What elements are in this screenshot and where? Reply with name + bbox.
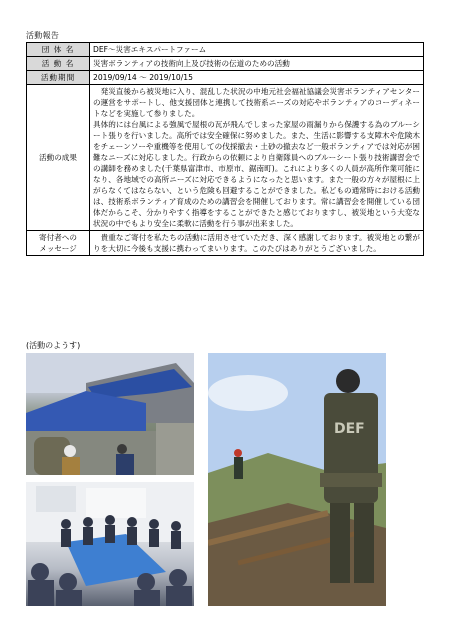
label-message — [27, 231, 90, 256]
photo-training-illustration — [26, 482, 194, 606]
photo-debris-illustration — [208, 353, 386, 606]
label-message-line2: メッセージ — [39, 244, 77, 253]
label-activity-name: 活 動 名 — [27, 57, 90, 71]
value-message: 貴重なご寄付を私たちの活動に活用させていただき、深く感謝しております。被災地との繋がりを大切に今後も支援に携わってまいります。このたびはありがとうございました。 — [90, 231, 424, 256]
label-message-line1: 寄付者への — [39, 233, 77, 242]
report-table — [26, 42, 424, 256]
label-period: 活動期間 — [27, 71, 90, 85]
vest-print: DEF — [334, 421, 365, 437]
scene-label: (活動のようす) — [26, 341, 81, 350]
report-heading: 活動報告 — [26, 31, 60, 40]
row-message — [27, 231, 424, 256]
photo-training-session — [26, 482, 194, 606]
photo-rooftop-illustration — [26, 353, 194, 475]
label-results: 活動の成果 — [27, 85, 90, 231]
row-activity-name — [27, 57, 424, 71]
value-results — [90, 85, 424, 231]
value-organization: DEF～災害エキスパートファーム — [90, 43, 424, 57]
row-organization — [27, 43, 424, 57]
photo-debris-removal — [208, 353, 386, 606]
results-paragraph: 発災直後から被災地に入り、混乱した状況の中地元社会福祉協議会災害ボランティアセンターの運営をサポートし、他支援団体と連携して技術系ニーズの対応やボランティアのコーディネートなどを実施して参りました。 — [93, 87, 420, 118]
value-period: 2019/09/14 ～ 2019/10/15 — [90, 71, 424, 85]
label-organization: 団 体 名 — [27, 43, 90, 57]
photo-rooftop-work — [26, 353, 194, 475]
results-paragraph: 具体的には台風による強風で屋根の瓦が飛んでしまった家屋の雨漏りから保護する為のブルーシート張りを行いました。高所では安全確保に努めました。また、生活に影響する支障木や危険木をチェーンソーや重機等を使用しての伐採撤去・土砂の撤去など一般ボランティアでは対応が困難なニーズに対応しました。行政からの依頼により自衛隊員へのブルーシート張り技術講習会での講師を務めました(千葉県富津市、市原市、鋸南町)。これにより多くの人員が高所作業可能になり、各地域での高所ニーズに対応できるようになったと思います。また一般の方々が屋根に上がらなくてはならない、という危険も回避することができました。私どもの通常時における活動は、技術系ボランティア育成のための講習会を開催しております。常に講習会を開催している団体だからこそ、分かりやすく指導をすることができたと感じておりますし、被災地という大変な状況の中でもより安全に柔軟に活動を行う事が出来ました。 — [93, 120, 420, 228]
value-activity-name: 災害ボランティアの技術向上及び技術の伝道のための活動 — [90, 57, 424, 71]
row-period — [27, 71, 424, 85]
row-results — [27, 85, 424, 231]
